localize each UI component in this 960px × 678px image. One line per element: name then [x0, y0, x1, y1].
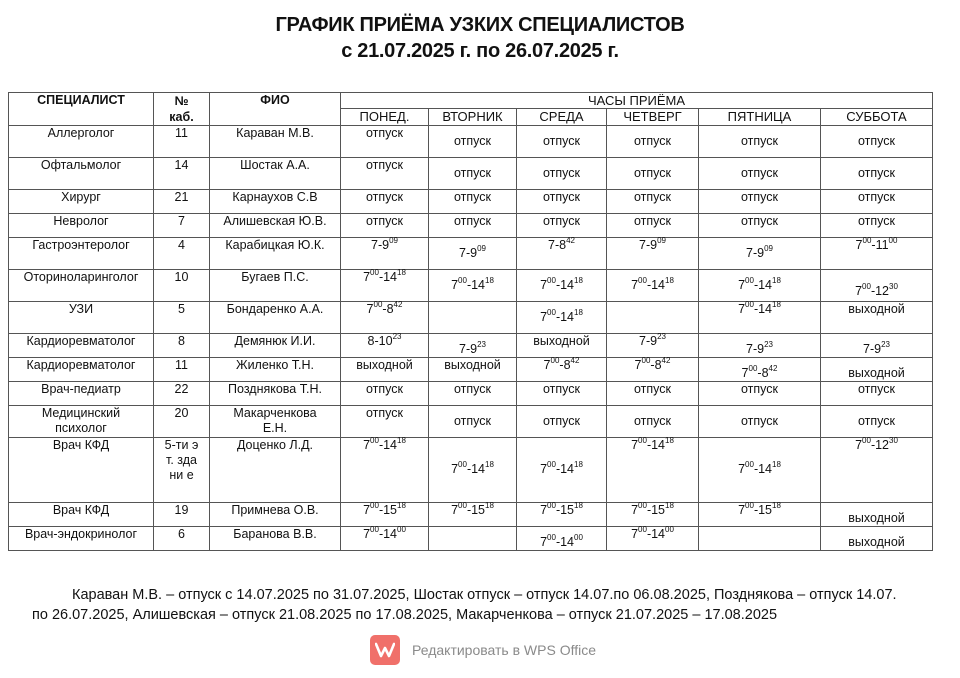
hours-value: $7^{00}-15^{18}$: [738, 501, 781, 517]
hours-value: отпуск: [454, 214, 491, 228]
hours-value: $7^{00}-12^{30}$: [855, 436, 898, 452]
hours-value: отпуск: [741, 382, 778, 396]
cell-day-thu: [607, 214, 699, 238]
page-title: ГРАФИК ПРИЁМА УЗКИХ СПЕЦИАЛИСТОВ: [275, 14, 685, 36]
hours-value: отпуск: [543, 190, 580, 204]
cell-day-fri: [699, 302, 821, 334]
cell-name: Демянюк И.И.: [210, 334, 341, 358]
hours-value: отпуск: [741, 214, 778, 228]
cell-name: Карнаухов С.В: [210, 190, 341, 214]
hours-value: [607, 302, 698, 317]
cell-name: Позднякова Т.Н.: [210, 382, 341, 406]
hours-value: отпуск: [543, 166, 580, 180]
hours-value: $7^{00}-14^{18}$: [540, 460, 583, 476]
cell-day-fri: [699, 334, 821, 358]
hours-value: отпуск: [634, 190, 671, 204]
hours-value: $7^{00}-14^{18}$: [363, 436, 406, 452]
hours-value: отпуск: [543, 382, 580, 396]
hours-value: $7-9^{09}$: [746, 244, 773, 260]
hours-value: $7^{00}-8^{42}$: [634, 356, 671, 372]
table-row: [9, 302, 933, 334]
cell-room: 19: [154, 503, 210, 527]
cell-day-wed: [517, 238, 607, 270]
cell-day-sat: [821, 358, 933, 382]
cell-day-thu: [607, 438, 699, 503]
hours-value: отпуск: [454, 134, 491, 148]
hours-value: отпуск: [741, 414, 778, 428]
page-subtitle-date-range: с 21.07.2025 г. по 26.07.2025 г.: [341, 40, 619, 62]
cell-specialist: Хирург: [9, 190, 154, 214]
cell-name: Шостак А.А.: [210, 158, 341, 190]
cell-day-mon: [341, 158, 429, 190]
cell-specialist: Гастроэнтеролог: [9, 238, 154, 270]
header-day-sat: СУББОТА: [821, 109, 933, 126]
hours-value: $7-9^{23}$: [639, 332, 666, 348]
cell-day-wed: [517, 527, 607, 551]
cell-day-sat: [821, 214, 933, 238]
hours-value: отпуск: [858, 382, 895, 396]
cell-day-sat: [821, 527, 933, 551]
hours-value: отпуск: [634, 214, 671, 228]
cell-day-sat: [821, 158, 933, 190]
cell-day-mon: [341, 358, 429, 382]
cell-day-mon: [341, 270, 429, 302]
hours-value: $7-9^{23}$: [863, 340, 890, 356]
cell-name: Бондаренко А.А.: [210, 302, 341, 334]
hours-value: [699, 527, 820, 542]
cell-room: 11: [154, 358, 210, 382]
cell-day-mon: [341, 126, 429, 158]
hours-value: $7-9^{09}$: [639, 236, 666, 252]
cell-day-mon: [341, 190, 429, 214]
cell-specialist: Офтальмолог: [9, 158, 154, 190]
cell-specialist: Медицинский психолог: [9, 406, 154, 438]
cell-day-fri: [699, 503, 821, 527]
cell-room: 22: [154, 382, 210, 406]
hours-value: $7-9^{23}$: [746, 340, 773, 356]
cell-room: 4: [154, 238, 210, 270]
cell-day-wed: [517, 302, 607, 334]
cell-day-fri: [699, 270, 821, 302]
hours-value: отпуск: [366, 126, 403, 140]
header-name: ФИО: [210, 93, 341, 126]
cell-day-sat: [821, 406, 933, 438]
cell-specialist: Врач-педиатр: [9, 382, 154, 406]
hours-value: $7^{00}-14^{18}$: [451, 276, 494, 292]
cell-specialist: Аллерголог: [9, 126, 154, 158]
hours-value: $7^{00}-11^{00}$: [855, 236, 898, 252]
cell-day-wed: [517, 158, 607, 190]
cell-day-mon: [341, 214, 429, 238]
hours-value: $7^{00}-12^{30}$: [855, 282, 898, 298]
hours-value: $7-9^{23}$: [459, 340, 486, 356]
cell-name: Алишевская Ю.В.: [210, 214, 341, 238]
cell-specialist: Кардиоревматолог: [9, 358, 154, 382]
cell-day-mon: [341, 503, 429, 527]
cell-day-fri: [699, 238, 821, 270]
hours-value: $7^{00}-14^{18}$: [738, 276, 781, 292]
cell-day-sat: [821, 270, 933, 302]
header-day-thu: ЧЕТВЕРГ: [607, 109, 699, 126]
cell-name: Караван М.В.: [210, 126, 341, 158]
hours-value: [429, 302, 516, 317]
hours-value: отпуск: [634, 166, 671, 180]
cell-name: Примнева О.В.: [210, 503, 341, 527]
cell-day-wed: [517, 334, 607, 358]
cell-day-wed: [517, 358, 607, 382]
table-row: [9, 358, 933, 382]
hours-value: выходной: [848, 302, 905, 316]
cell-day-wed: [517, 382, 607, 406]
hours-value: $7^{00}-14^{18}$: [631, 436, 674, 452]
hours-value: отпуск: [858, 134, 895, 148]
table-row: [9, 126, 933, 158]
header-day-wed: СРЕДА: [517, 109, 607, 126]
hours-value: $7^{00}-14^{18}$: [363, 268, 406, 284]
hours-value: $7^{00}-15^{18}$: [451, 501, 494, 517]
cell-day-tue: [429, 158, 517, 190]
table-row: [9, 438, 933, 503]
cell-room: 6: [154, 527, 210, 551]
cell-day-thu: [607, 126, 699, 158]
cell-room: 5: [154, 302, 210, 334]
cell-day-mon: [341, 334, 429, 358]
cell-day-fri: [699, 527, 821, 551]
cell-day-sat: [821, 382, 933, 406]
cell-specialist: УЗИ: [9, 302, 154, 334]
hours-value: выходной: [533, 334, 590, 348]
cell-day-mon: [341, 302, 429, 334]
hours-value: $7^{00}-14^{00}$: [363, 525, 406, 541]
cell-day-wed: [517, 190, 607, 214]
hours-value: $7^{00}-14^{00}$: [631, 525, 674, 541]
cell-day-tue: [429, 238, 517, 270]
cell-day-thu: [607, 270, 699, 302]
hours-value: отпуск: [366, 158, 403, 172]
cell-day-wed: [517, 214, 607, 238]
vacation-note: Караван М.В. – отпуск с 14.07.2025 по 31.07.2025, Шостак отпуск – отпуск 14.07.по 06.08.2025, Позднякова – отпуск 14.07. по 26.07.2025, Алишевская – отпуск 21.08.2025 по 17.08.2025, Макарченкова – отпуск 21.07.2025 – 17.08.2025: [32, 587, 897, 623]
cell-specialist: Невролог: [9, 214, 154, 238]
header-day-tue: ВТОРНИК: [429, 109, 517, 126]
hours-value: отпуск: [858, 214, 895, 228]
hours-value: отпуск: [634, 134, 671, 148]
table-row: [9, 334, 933, 358]
cell-day-thu: [607, 158, 699, 190]
cell-day-thu: [607, 503, 699, 527]
cell-day-tue: [429, 382, 517, 406]
hours-value: отпуск: [366, 406, 403, 420]
cell-day-sat: [821, 126, 933, 158]
cell-room: 20: [154, 406, 210, 438]
hours-value: $7-8^{42}$: [548, 236, 575, 252]
schedule-table: [8, 92, 933, 551]
cell-name: Баранова В.В.: [210, 527, 341, 551]
hours-value: выходной: [848, 511, 905, 525]
cell-room: 7: [154, 214, 210, 238]
edit-in-wps-label: Редактировать в WPS Office: [412, 642, 597, 658]
cell-day-wed: [517, 438, 607, 503]
header-day-mon: ПОНЕД.: [341, 109, 429, 126]
cell-room: 14: [154, 158, 210, 190]
header-room: № каб.: [154, 93, 210, 126]
table-row: [9, 527, 933, 551]
hours-value: отпуск: [634, 414, 671, 428]
hours-value: $7^{00}-14^{18}$: [631, 276, 674, 292]
cell-day-thu: [607, 190, 699, 214]
cell-day-wed: [517, 126, 607, 158]
cell-day-sat: [821, 190, 933, 214]
cell-day-thu: [607, 382, 699, 406]
cell-room: 8: [154, 334, 210, 358]
hours-value: $7^{00}-15^{18}$: [631, 501, 674, 517]
hours-value: отпуск: [858, 190, 895, 204]
cell-room: 11: [154, 126, 210, 158]
cell-day-wed: [517, 270, 607, 302]
cell-day-tue: [429, 214, 517, 238]
cell-specialist: Врач КФД: [9, 438, 154, 503]
cell-specialist: Врач-эндокринолог: [9, 527, 154, 551]
hours-value: отпуск: [543, 134, 580, 148]
hours-value: отпуск: [454, 382, 491, 396]
table-row: [9, 382, 933, 406]
cell-day-tue: [429, 358, 517, 382]
cell-name: Доценко Л.Д.: [210, 438, 341, 503]
hours-value: отпуск: [454, 190, 491, 204]
table-row: [9, 270, 933, 302]
hours-value: выходной: [848, 366, 905, 380]
cell-day-tue: [429, 406, 517, 438]
cell-name: Бугаев П.С.: [210, 270, 341, 302]
hours-value: отпуск: [741, 190, 778, 204]
hours-value: $7^{00}-8^{42}$: [741, 364, 778, 380]
cell-day-wed: [517, 503, 607, 527]
header-hours: ЧАСЫ ПРИЁМА: [341, 93, 933, 109]
cell-day-mon: [341, 438, 429, 503]
header-day-fri: ПЯТНИЦА: [699, 109, 821, 126]
cell-day-fri: [699, 406, 821, 438]
cell-day-thu: [607, 238, 699, 270]
cell-day-tue: [429, 270, 517, 302]
cell-day-fri: [699, 438, 821, 503]
edit-in-wps-button[interactable]: [370, 634, 596, 666]
hours-value: отпуск: [741, 134, 778, 148]
hours-value: $7^{00}-14^{18}$: [738, 300, 781, 316]
cell-day-tue: [429, 527, 517, 551]
cell-day-mon: [341, 527, 429, 551]
hours-value: $7^{00}-15^{18}$: [363, 501, 406, 517]
cell-day-tue: [429, 190, 517, 214]
cell-day-tue: [429, 334, 517, 358]
cell-day-thu: [607, 527, 699, 551]
cell-name: Карабицкая Ю.К.: [210, 238, 341, 270]
cell-day-fri: [699, 358, 821, 382]
hours-value: $7^{00}-15^{18}$: [540, 501, 583, 517]
cell-day-mon: [341, 406, 429, 438]
cell-room: 10: [154, 270, 210, 302]
cell-specialist: Оториноларинголог: [9, 270, 154, 302]
cell-room: 21: [154, 190, 210, 214]
cell-day-tue: [429, 126, 517, 158]
hours-value: выходной: [848, 535, 905, 549]
hours-value: отпуск: [858, 414, 895, 428]
hours-value: $7^{00}-8^{42}$: [366, 300, 403, 316]
cell-day-thu: [607, 302, 699, 334]
table-row: [9, 503, 933, 527]
cell-day-fri: [699, 126, 821, 158]
cell-day-tue: [429, 503, 517, 527]
hours-value: отпуск: [366, 382, 403, 396]
cell-day-wed: [517, 406, 607, 438]
cell-day-mon: [341, 238, 429, 270]
cell-day-thu: [607, 334, 699, 358]
cell-specialist: Кардиоревматолог: [9, 334, 154, 358]
hours-value: отпуск: [454, 166, 491, 180]
hours-value: отпуск: [366, 190, 403, 204]
hours-value: $7^{00}-8^{42}$: [543, 356, 580, 372]
hours-value: $8-10^{23}$: [367, 332, 402, 348]
cell-day-mon: [341, 382, 429, 406]
table-row: [9, 190, 933, 214]
hours-value: $7^{00}-14^{18}$: [451, 460, 494, 476]
cell-day-tue: [429, 438, 517, 503]
table-row: [9, 214, 933, 238]
hours-value: отпуск: [366, 214, 403, 228]
hours-value: отпуск: [741, 166, 778, 180]
cell-name: Макарченкова Е.Н.: [210, 406, 341, 438]
hours-value: $7-9^{09}$: [459, 244, 486, 260]
table-row: [9, 406, 933, 438]
table-row: [9, 158, 933, 190]
header-specialist: СПЕЦИАЛИСТ: [9, 93, 154, 126]
cell-day-thu: [607, 406, 699, 438]
table-row: [9, 238, 933, 270]
cell-name: Жиленко Т.Н.: [210, 358, 341, 382]
cell-day-fri: [699, 382, 821, 406]
hours-value: $7^{00}-14^{00}$: [540, 533, 583, 549]
cell-day-thu: [607, 358, 699, 382]
hours-value: отпуск: [543, 414, 580, 428]
cell-specialist: Врач КФД: [9, 503, 154, 527]
hours-value: выходной: [444, 358, 501, 372]
cell-day-tue: [429, 302, 517, 334]
wps-logo-icon: [370, 635, 400, 665]
hours-value: [429, 527, 516, 542]
hours-value: отпуск: [634, 382, 671, 396]
cell-day-sat: [821, 334, 933, 358]
cell-room: 5-ти эт. здани е: [154, 438, 210, 503]
cell-day-fri: [699, 190, 821, 214]
cell-day-sat: [821, 238, 933, 270]
cell-day-fri: [699, 214, 821, 238]
cell-day-fri: [699, 158, 821, 190]
cell-day-sat: [821, 302, 933, 334]
hours-value: $7^{00}-14^{18}$: [540, 308, 583, 324]
hours-value: отпуск: [454, 414, 491, 428]
hours-value: $7^{00}-14^{18}$: [738, 460, 781, 476]
hours-value: $7^{00}-14^{18}$: [540, 276, 583, 292]
hours-value: $7-9^{09}$: [371, 236, 398, 252]
cell-day-sat: [821, 438, 933, 503]
hours-value: отпуск: [543, 214, 580, 228]
cell-day-sat: [821, 503, 933, 527]
hours-value: выходной: [356, 358, 413, 372]
hours-value: отпуск: [858, 166, 895, 180]
